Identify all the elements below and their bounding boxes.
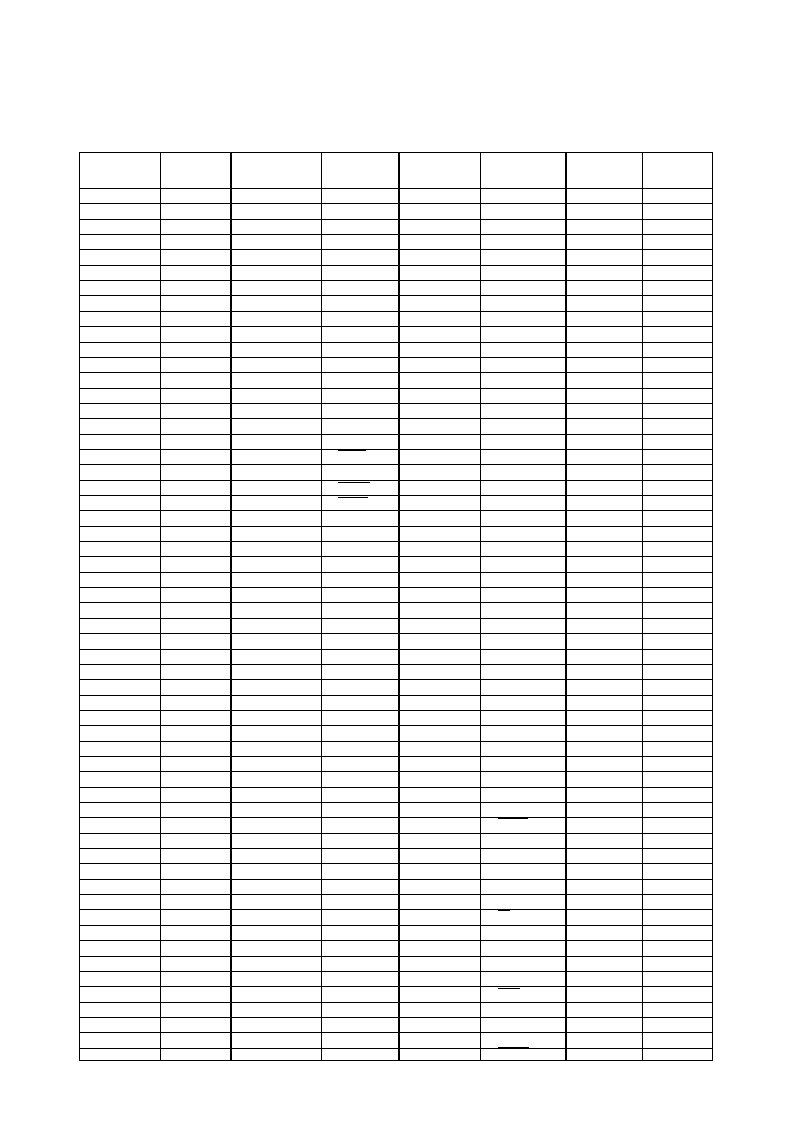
row-divider bbox=[80, 894, 712, 895]
row-divider bbox=[80, 971, 712, 972]
row-divider bbox=[80, 664, 712, 665]
cell-underline-mark bbox=[338, 434, 366, 435]
cell-underline-mark bbox=[498, 818, 528, 819]
row-divider bbox=[80, 556, 712, 557]
row-divider bbox=[80, 265, 712, 266]
row-divider bbox=[80, 311, 712, 312]
row-divider bbox=[80, 388, 712, 389]
cell-underline-mark bbox=[338, 450, 366, 451]
row-divider bbox=[80, 787, 712, 788]
row-divider bbox=[80, 572, 712, 573]
column-divider bbox=[480, 153, 481, 1060]
row-divider bbox=[80, 940, 712, 941]
cell-underline-mark bbox=[498, 910, 510, 911]
cell-underline-mark bbox=[338, 497, 368, 498]
row-divider bbox=[80, 602, 712, 603]
row-divider bbox=[80, 526, 712, 527]
row-divider bbox=[80, 909, 712, 910]
row-divider bbox=[80, 879, 712, 880]
row-divider bbox=[80, 541, 712, 542]
row-divider bbox=[80, 326, 712, 327]
row-divider bbox=[80, 725, 712, 726]
row-divider bbox=[80, 618, 712, 619]
cell-underline-mark bbox=[498, 894, 512, 895]
row-divider bbox=[80, 587, 712, 588]
cell-underline-mark bbox=[338, 526, 367, 527]
cell-underline-mark bbox=[498, 1017, 520, 1018]
row-divider bbox=[80, 480, 712, 481]
row-divider bbox=[80, 649, 712, 650]
row-divider bbox=[80, 695, 712, 696]
row-divider bbox=[80, 986, 712, 987]
column-divider bbox=[230, 153, 232, 1060]
cell-underline-mark bbox=[498, 1047, 529, 1048]
row-divider bbox=[80, 295, 712, 296]
row-divider bbox=[80, 925, 712, 926]
row-divider bbox=[80, 219, 712, 220]
row-divider bbox=[80, 434, 712, 435]
row-divider bbox=[80, 510, 712, 511]
row-divider bbox=[80, 771, 712, 772]
row-divider bbox=[80, 449, 712, 450]
row-divider bbox=[80, 357, 712, 358]
row-divider bbox=[80, 372, 712, 373]
row-divider bbox=[80, 495, 712, 496]
row-divider bbox=[80, 756, 712, 757]
row-divider bbox=[80, 741, 712, 742]
row-divider bbox=[80, 956, 712, 957]
column-divider bbox=[565, 153, 567, 1060]
column-divider bbox=[321, 153, 322, 1060]
row-divider bbox=[80, 234, 712, 235]
cell-underline-mark bbox=[498, 1002, 520, 1003]
row-divider bbox=[80, 710, 712, 711]
row-divider bbox=[80, 418, 712, 419]
column-divider bbox=[642, 153, 643, 1060]
row-divider bbox=[80, 833, 712, 834]
column-divider bbox=[398, 153, 400, 1060]
cell-underline-mark bbox=[498, 1032, 520, 1033]
row-divider bbox=[80, 817, 712, 818]
ruled-table bbox=[79, 152, 713, 1061]
row-divider bbox=[80, 1032, 712, 1033]
row-divider bbox=[80, 188, 712, 189]
row-divider bbox=[80, 633, 712, 634]
cell-underline-mark bbox=[498, 988, 520, 989]
row-divider bbox=[80, 249, 712, 250]
row-divider bbox=[80, 1002, 712, 1003]
cell-underline-mark bbox=[498, 802, 524, 803]
column-divider bbox=[160, 153, 161, 1060]
cell-underline-mark bbox=[338, 482, 370, 483]
row-divider bbox=[80, 848, 712, 849]
row-divider bbox=[80, 403, 712, 404]
cell-underline-mark bbox=[498, 833, 526, 834]
cell-underline-mark bbox=[498, 863, 526, 864]
row-divider bbox=[80, 863, 712, 864]
row-divider bbox=[80, 280, 712, 281]
cell-underline-mark bbox=[498, 787, 524, 788]
row-divider bbox=[80, 342, 712, 343]
cell-underline-mark bbox=[338, 418, 366, 419]
row-divider bbox=[80, 1048, 712, 1049]
row-divider bbox=[80, 802, 712, 803]
row-divider bbox=[80, 679, 712, 680]
row-divider bbox=[80, 464, 712, 465]
row-divider bbox=[80, 1017, 712, 1018]
row-divider bbox=[80, 203, 712, 204]
